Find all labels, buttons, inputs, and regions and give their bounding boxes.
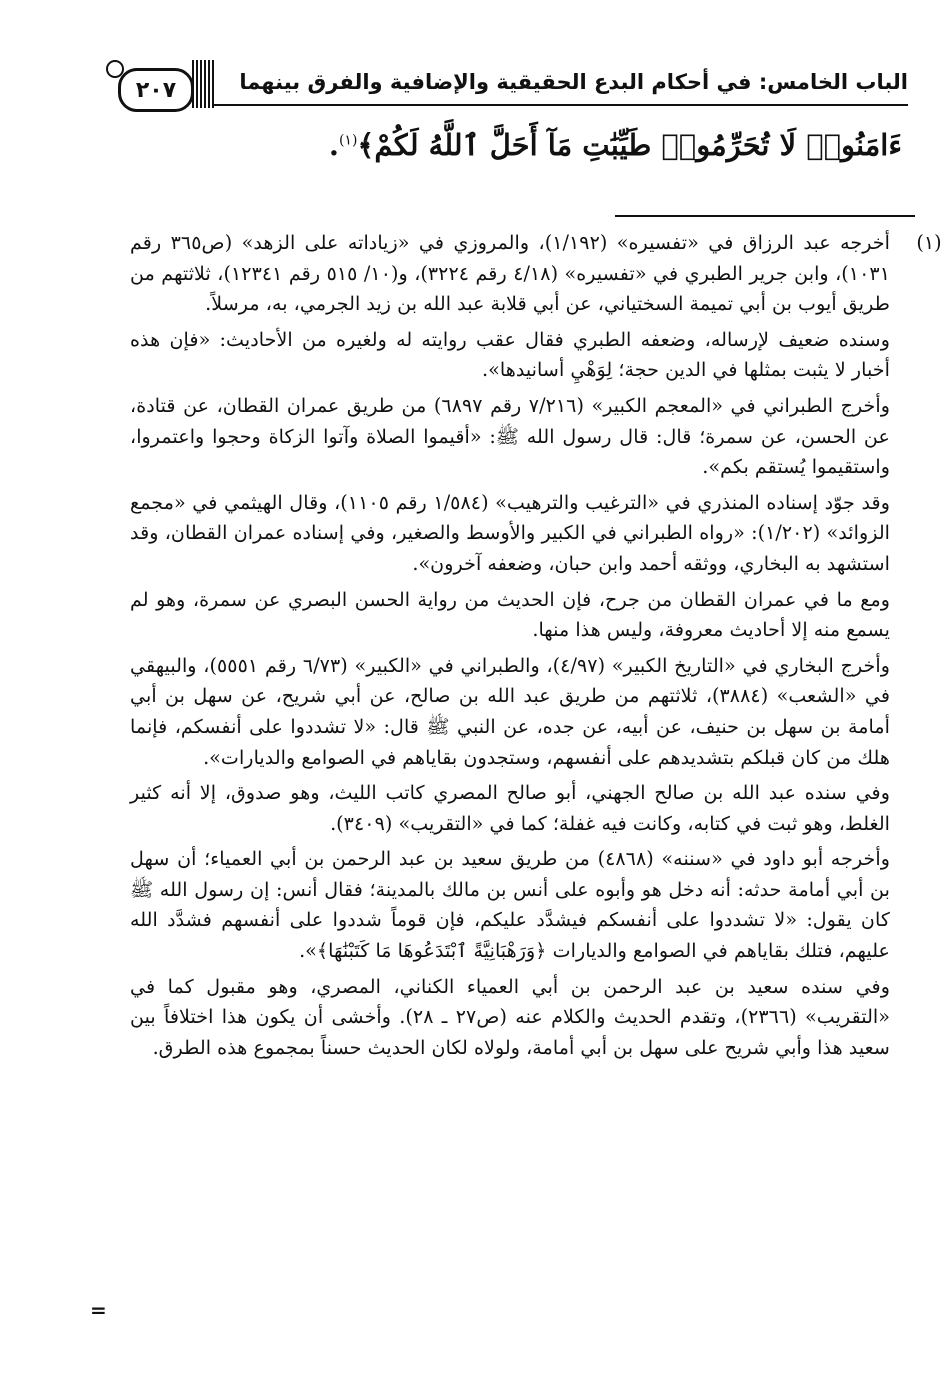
footnote-paragraph: وفي سنده عبد الله بن صالح الجهني، أبو صالح المصري كاتب الليث، وهو صدوق، إلا أنه كثير الغلط، وهو ثبت في كتابه، وكانت فيه غفلة؛ كما في «التقريب» (٣٤٠٩).	[130, 781, 890, 835]
footnote-separator	[615, 215, 915, 217]
footnote-paragraph: أخرجه عبد الرزاق في «تفسيره» (١/١٩٢)، والمروزي في «زياداته على الزهد» (ص٣٦٥ رقم ١٠٣١)، وابن جرير الطبري في «تفسيره» (٤/١٨ رقم ٣٢٢٤)، و(١٠/ ٥١٥ رقم ١٢٣٤١)، ثلاثتهم من طريق أيوب بن أبي تميمة السختياني، عن أبي قلابة عبد الله بن زيد الجرمي، به، مرسلاً.	[130, 231, 891, 316]
chapter-title: الباب الخامس: في أحكام البدع الحقيقية والإضافية والفرق بينهما	[239, 70, 908, 94]
verse-tail: .	[328, 128, 339, 162]
footnote-paragraph: وقد جوّد إسناده المنذري في «الترغيب والترهيب» (١/٥٨٤ رقم ١١٠٥)، وقال الهيثمي في «مجمع الزوائد» (١/٢٠٢): «رواه الطبراني في الكبير والأوسط والصغير، وفي إسناده عمران القطان، وقد استشهد به البخاري، ووثقه أحمد وابن حبان، وضعفه آخرون».	[130, 490, 890, 575]
footnote	[130, 228, 942, 1068]
footnote-number: (١)	[916, 231, 942, 254]
decorative-bars-icon	[192, 60, 214, 108]
footnote-paragraph: وفي سنده سعيد بن عبد الرحمن بن أبي العمياء الكناني، المصري، وهو مقبول كما في «التقريب» (٢٣٦٦)، وتقدم الحديث والكلام عنه (ص٢٧ ـ ٢٨). وأخشى أن يكون هذا اختلافاً بين سعيد هذا وأبي شريح على سهل بن أبي أمامة، ولولاه لكان الحديث حسناً بمجموع هذه الطرق.	[130, 974, 890, 1059]
verse-footnote-ref: (١)	[338, 132, 358, 149]
continuation-mark: =	[90, 1298, 107, 1322]
footnote-paragraph: ومع ما في عمران القطان من جرح، فإن الحديث من رواية الحسن البصري عن سمرة، وهو لم يسمع منه إلا أحاديث معروفة، وليس هذا منها.	[130, 587, 890, 642]
verse-text: ءَامَنُوا۟ لَا تُحَرِّمُوا۟ طَيِّبَٰتِ مَآ أَحَلَّ ٱللَّهُ لَكُمْ﴾	[357, 128, 902, 162]
quran-verse	[102, 128, 902, 162]
footnote-paragraph: وأخرج البخاري في «التاريخ الكبير» (٤/٩٧)، والطبراني في «الكبير» (٦/٧٣ رقم ٥٥٥١)، والبيهقي في «الشعب» (٣٨٨٤)، ثلاثتهم من طريق عبد الله بن صالح، عن أبي شريح، عن سهل بن أبي أمامة بن سهل بن حنيف، عن أبيه، عن جده، عن النبي ﷺ قال: «لا تشددوا على أنفسكم، فإنما هلك من كان قبلكم بتشديدهم على أنفسهم، وستجدون بقاياهم في الصوامع والديارات».	[130, 653, 890, 769]
page-number: ٢٠٧	[118, 68, 194, 112]
page-header	[118, 60, 908, 110]
footnote-paragraph: وسنده ضعيف لإرساله، وضعفه الطبري فقال عقب روايته له ولغيره من الأحاديث: «فإن هذه أخبار لا يثبت بمثلها في الدين حجة؛ لِوَهْيِ أسانيدها».	[130, 327, 891, 382]
footnote-paragraph: وأخرج الطبراني في «المعجم الكبير» (٧/٢١٦ رقم ٦٨٩٧) من طريق عمران القطان، عن قتادة، عن الحسن، عن سمرة؛ قال: قال رسول الله ﷺ: «أقيموا الصلاة وآتوا الزكاة وحجوا واعتمروا، واستقيموا يُستقم بكم».	[130, 393, 891, 479]
header-rule	[214, 104, 908, 106]
footnote-paragraph: وأخرجه أبو داود في «سننه» (٤٨٦٨) من طريق سعيد بن عبد الرحمن بن أبي العمياء؛ أن سهل بن أبي أمامة حدثه: أنه دخل هو وأبوه على أنس بن مالك بالمدينة؛ فقال أنس: إن رسول الله ﷺ كان يقول: «لا تشددوا على أنفسكم فيشدَّد عليكم، فإن قوماً شددوا على أنفسهم فشدَّد الله عليهم، فتلك بقاياهم في الصوامع والديارات ﴿وَرَهْبَانِيَّةً ٱبْتَدَعُوهَا مَا كَتَبْنَٰهَا﴾».	[130, 847, 890, 963]
